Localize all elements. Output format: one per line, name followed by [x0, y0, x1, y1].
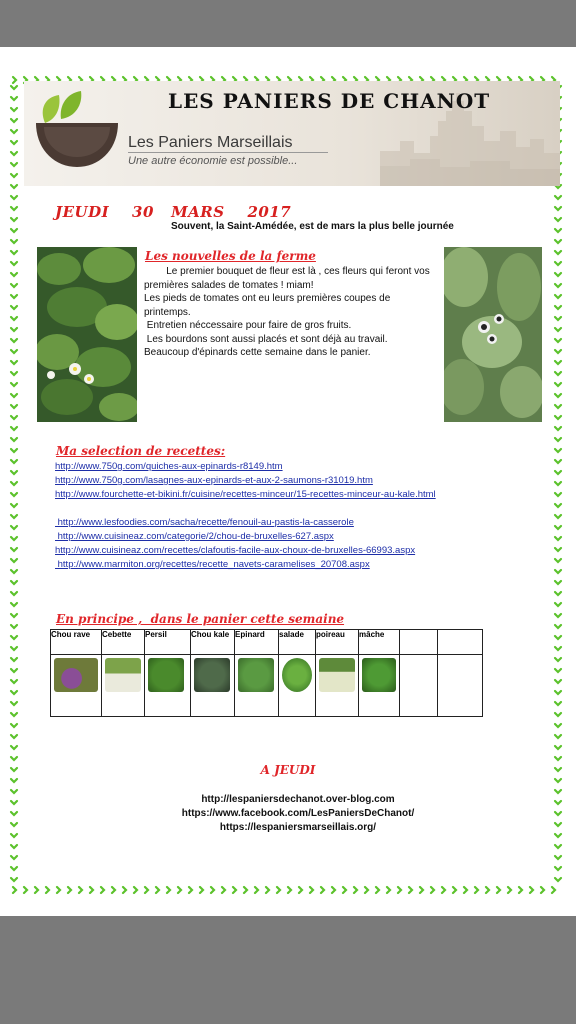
- border-chevron: [555, 196, 561, 199]
- border-chevron: [555, 658, 561, 661]
- border-chevron: [555, 757, 561, 760]
- border-chevron: [11, 218, 17, 221]
- basket-cell-empty: [438, 630, 483, 655]
- border-chevron: [555, 779, 561, 782]
- newsletter-title: LES PANIERS DE CHANOT: [168, 89, 491, 113]
- kohlrabi-image: [54, 658, 98, 692]
- border-chevron: [555, 724, 561, 727]
- border-chevron: [555, 493, 561, 496]
- basket-image-cell: [235, 655, 279, 717]
- recipes-heading: Ma selection de recettes:: [56, 444, 226, 458]
- recipe-links-group-1: [55, 460, 436, 502]
- brand-name: Les Paniers Marseillais: [128, 134, 293, 151]
- border-chevron: [11, 262, 17, 265]
- border-chevron: [11, 515, 17, 518]
- border-chevron: [541, 887, 544, 893]
- farm-news-paragraph: Entretien néccessaire pour faire de gros fruits.: [144, 320, 352, 331]
- border-chevron: [277, 887, 280, 893]
- border-chevron: [420, 887, 423, 893]
- border-chevron: [555, 306, 561, 309]
- border-chevron: [11, 669, 17, 672]
- basket-header-row: [51, 630, 483, 655]
- basket-cell-persil: Persil: [145, 630, 191, 655]
- border-chevron: [555, 471, 561, 474]
- border-chevron: [11, 449, 17, 452]
- border-chevron: [555, 559, 561, 562]
- border-chevron: [11, 207, 17, 210]
- border-chevron: [555, 548, 561, 551]
- border-chevron: [11, 196, 17, 199]
- border-chevron: [11, 592, 17, 595]
- border-chevron: [11, 647, 17, 650]
- border-chevron: [11, 691, 17, 694]
- border-chevron: [555, 581, 561, 584]
- border-chevron: [555, 592, 561, 595]
- leek-image: [319, 658, 355, 692]
- border-chevron: [11, 570, 17, 573]
- border-chevron: [555, 867, 561, 870]
- border-chevron: [431, 887, 434, 893]
- border-chevron: [156, 887, 159, 893]
- basket-image-cell: [279, 655, 316, 717]
- basket-image-row: [51, 655, 483, 717]
- border-chevron: [555, 636, 561, 639]
- border-chevron: [11, 108, 17, 111]
- basket-cell-empty: [400, 630, 438, 655]
- border-chevron: [222, 887, 225, 893]
- border-chevron: [555, 295, 561, 298]
- farm-news-heading: Les nouvelles de la ferme: [145, 249, 316, 263]
- border-chevron: [555, 273, 561, 276]
- basket-table: [50, 629, 483, 717]
- header-banner: [24, 81, 560, 186]
- border-chevron: [57, 887, 60, 893]
- border-chevron: [11, 240, 17, 243]
- border-chevron: [11, 284, 17, 287]
- border-chevron: [555, 460, 561, 463]
- lambs-lettuce-image: [362, 658, 396, 692]
- border-chevron: [555, 713, 561, 716]
- border-chevron: [555, 218, 561, 221]
- border-chevron: [11, 471, 17, 474]
- border-chevron: [46, 887, 49, 893]
- newsletter-page: [0, 47, 576, 916]
- border-chevron: [11, 317, 17, 320]
- border-chevron: [11, 251, 17, 254]
- recipe-link[interactable]: http://www.cuisineaz.com/categorie/2/chou-de-bruxelles-627.aspx: [55, 531, 334, 542]
- border-chevron: [475, 887, 478, 893]
- farm-news-paragraph: Beaucoup d'épinards cette semaine dans le panier.: [144, 347, 371, 358]
- basket-image-cell: [51, 655, 102, 717]
- border-chevron: [552, 887, 555, 893]
- border-chevron: [555, 878, 561, 881]
- border-chevron: [101, 887, 104, 893]
- border-chevron: [343, 887, 346, 893]
- border-chevron: [555, 537, 561, 540]
- border-chevron: [555, 383, 561, 386]
- border-chevron: [11, 845, 17, 848]
- border-chevron: [555, 482, 561, 485]
- border-chevron: [555, 702, 561, 705]
- border-chevron: [11, 504, 17, 507]
- border-chevron: [555, 570, 561, 573]
- border-chevron: [11, 405, 17, 408]
- border-chevron: [555, 735, 561, 738]
- border-chevron: [11, 493, 17, 496]
- recipe-link[interactable]: http://www.cuisineaz.com/recettes/clafoutis-facile-aux-choux-de-bruxelles-66993.aspx: [55, 545, 416, 556]
- farm-news-paragraph: Les bourdons sont aussi placés et sont déjà au travail.: [144, 333, 388, 345]
- basket-image-cell: [191, 655, 235, 717]
- border-chevron: [11, 614, 17, 617]
- recipe-link[interactable]: http://www.750g.com/lasagnes-aux-epinards-et-aux-2-saumons-r31019.htm: [55, 475, 373, 486]
- border-chevron: [555, 317, 561, 320]
- border-chevron: [11, 735, 17, 738]
- border-chevron: [145, 887, 148, 893]
- border-chevron: [13, 77, 16, 83]
- border-chevron: [555, 691, 561, 694]
- border-chevron: [11, 185, 17, 188]
- basket-cell-cebette: Cebette: [102, 630, 145, 655]
- kale-image: [194, 658, 230, 692]
- brand-divider: [128, 152, 328, 153]
- border-chevron: [555, 350, 561, 353]
- border-chevron: [11, 339, 17, 342]
- saint-of-day-subtitle: Souvent, la Saint-Amédée, est de mars la plus belle journée: [171, 221, 454, 232]
- border-chevron: [167, 887, 170, 893]
- border-chevron: [233, 887, 236, 893]
- lettuce-image: [282, 658, 312, 692]
- border-chevron: [255, 887, 258, 893]
- border-chevron: [11, 163, 17, 166]
- border-chevron: [11, 141, 17, 144]
- basket-image-cell: [316, 655, 359, 717]
- recipe-links-group-2: [55, 516, 415, 572]
- border-chevron: [11, 526, 17, 529]
- border-chevron: [79, 887, 82, 893]
- basket-cell-epinard: Epinard: [235, 630, 279, 655]
- border-chevron: [68, 887, 71, 893]
- basket-cell-mache: mâche: [359, 630, 400, 655]
- border-chevron: [376, 887, 379, 893]
- basket-image-cell: [400, 655, 438, 717]
- basket-image-cell: [102, 655, 145, 717]
- border-chevron: [11, 295, 17, 298]
- border-chevron: [332, 887, 335, 893]
- border-chevron: [11, 328, 17, 331]
- border-chevron: [11, 603, 17, 606]
- border-chevron: [555, 394, 561, 397]
- border-chevron: [134, 887, 137, 893]
- border-chevron: [11, 713, 17, 716]
- border-chevron: [310, 887, 313, 893]
- border-chevron: [35, 887, 38, 893]
- strawberry-plant-photo: [37, 247, 137, 422]
- border-chevron: [555, 614, 561, 617]
- farm-news-paragraph: Le premier bouquet de fleur est là , ces fleurs qui feront vos premières salades de tomates ! miam!: [144, 266, 433, 291]
- border-chevron: [555, 515, 561, 518]
- border-chevron: [442, 887, 445, 893]
- border-chevron: [13, 887, 16, 893]
- border-chevron: [555, 449, 561, 452]
- border-chevron: [11, 361, 17, 364]
- border-chevron: [112, 887, 115, 893]
- border-chevron: [555, 438, 561, 441]
- border-chevron: [555, 856, 561, 859]
- farm-news-text: [144, 265, 434, 360]
- border-chevron: [11, 856, 17, 859]
- border-chevron: [555, 284, 561, 287]
- border-chevron: [555, 669, 561, 672]
- border-chevron: [555, 251, 561, 254]
- border-chevron: [555, 207, 561, 210]
- border-chevron: [555, 372, 561, 375]
- border-chevron: [11, 746, 17, 749]
- bean-flower-photo: [444, 247, 542, 422]
- border-chevron: [555, 526, 561, 529]
- border-chevron: [409, 887, 412, 893]
- border-chevron: [11, 548, 17, 551]
- recipe-link[interactable]: http://www.fourchette-et-bikini.fr/cuisine/recettes-minceur/15-recettes-minceur-au-kale.html: [55, 489, 436, 500]
- border-chevron: [11, 482, 17, 485]
- border-chevron: [11, 581, 17, 584]
- issue-date: JEUDI 30 MARS 2017: [55, 203, 292, 221]
- border-chevron: [497, 887, 500, 893]
- border-chevron: [321, 887, 324, 893]
- recipe-link[interactable]: http://www.marmiton.org/recettes/recette_navets-caramelises_20708.aspx: [55, 559, 370, 570]
- border-chevron: [519, 887, 522, 893]
- basket-cell-chou-rave: Chou rave: [51, 630, 102, 655]
- website-link[interactable]: https://lespaniersmarseillais.org/: [219, 822, 377, 833]
- border-chevron: [266, 887, 269, 893]
- border-chevron: [11, 86, 17, 89]
- border-chevron: [11, 878, 17, 881]
- basket-heading: En principe , dans le panier cette semaine: [56, 612, 345, 626]
- border-chevron: [508, 887, 511, 893]
- basket-cell-poireau: poireau: [316, 630, 359, 655]
- border-chevron: [365, 887, 368, 893]
- border-chevron: [464, 887, 467, 893]
- spinach-image: [238, 658, 274, 692]
- border-chevron: [555, 603, 561, 606]
- brand-tagline: Une autre économie est possible...: [128, 155, 298, 167]
- border-chevron: [211, 887, 214, 893]
- closing-line: A JEUDI: [260, 763, 316, 777]
- border-chevron: [244, 887, 247, 893]
- basket-image-cell: [438, 655, 483, 717]
- border-chevron: [11, 174, 17, 177]
- border-chevron: [555, 647, 561, 650]
- border-chevron: [24, 887, 27, 893]
- border-chevron: [11, 383, 17, 386]
- border-chevron: [555, 427, 561, 430]
- border-chevron: [486, 887, 489, 893]
- border-chevron: [555, 625, 561, 628]
- border-chevron: [123, 887, 126, 893]
- basket-image-cell: [359, 655, 400, 717]
- border-chevron: [11, 625, 17, 628]
- border-chevron: [387, 887, 390, 893]
- border-chevron: [11, 394, 17, 397]
- recipe-link[interactable]: http://www.750g.com/quiches-aux-epinards-r8149.htm: [55, 461, 283, 472]
- border-chevron: [11, 438, 17, 441]
- recipe-link[interactable]: http://www.lesfoodies.com/sacha/recette/fenouil-au-pastis-la-casserole: [55, 517, 354, 528]
- bowl-logo-icon: [34, 121, 120, 169]
- border-chevron: [11, 416, 17, 419]
- farm-news-paragraph: Les pieds de tomates ont eu leurs premières coupes de printemps.: [144, 293, 391, 318]
- footer-links: [0, 793, 576, 835]
- border-chevron: [11, 724, 17, 727]
- border-chevron: [11, 97, 17, 100]
- border-chevron: [11, 130, 17, 133]
- border-chevron: [555, 680, 561, 683]
- border-chevron: [11, 658, 17, 661]
- parsley-image: [148, 658, 184, 692]
- border-chevron: [11, 229, 17, 232]
- border-chevron: [299, 887, 302, 893]
- border-chevron: [555, 328, 561, 331]
- border-chevron: [178, 887, 181, 893]
- border-chevron: [11, 559, 17, 562]
- border-chevron: [354, 887, 357, 893]
- facebook-link[interactable]: https://www.facebook.com/LesPaniersDeChanot/: [181, 808, 415, 819]
- border-chevron: [200, 887, 203, 893]
- border-chevron: [555, 262, 561, 265]
- border-chevron: [555, 416, 561, 419]
- border-chevron: [11, 119, 17, 122]
- border-chevron: [555, 504, 561, 507]
- border-chevron: [555, 240, 561, 243]
- border-chevron: [11, 636, 17, 639]
- spring-onion-image: [105, 658, 141, 692]
- border-chevron: [11, 372, 17, 375]
- basket-image-cell: [145, 655, 191, 717]
- basket-cell-chou-kale: Chou kale: [191, 630, 235, 655]
- border-chevron: [11, 537, 17, 540]
- border-chevron: [11, 702, 17, 705]
- border-chevron: [11, 779, 17, 782]
- border-chevron: [555, 405, 561, 408]
- border-chevron: [11, 427, 17, 430]
- border-chevron: [555, 229, 561, 232]
- border-chevron: [11, 867, 17, 870]
- border-chevron: [11, 350, 17, 353]
- border-chevron: [530, 887, 533, 893]
- border-chevron: [11, 306, 17, 309]
- border-chevron: [189, 887, 192, 893]
- blog-link[interactable]: http://lespaniersdechanot.over-blog.com: [201, 794, 395, 805]
- border-chevron: [555, 361, 561, 364]
- border-chevron: [398, 887, 401, 893]
- border-chevron: [11, 460, 17, 463]
- border-chevron: [11, 680, 17, 683]
- border-chevron: [453, 887, 456, 893]
- border-chevron: [11, 152, 17, 155]
- border-chevron: [555, 746, 561, 749]
- border-chevron: [288, 887, 291, 893]
- border-chevron: [555, 339, 561, 342]
- border-chevron: [11, 273, 17, 276]
- border-chevron: [555, 845, 561, 848]
- border-chevron: [11, 757, 17, 760]
- basket-cell-salade: salade: [279, 630, 316, 655]
- border-chevron: [90, 887, 93, 893]
